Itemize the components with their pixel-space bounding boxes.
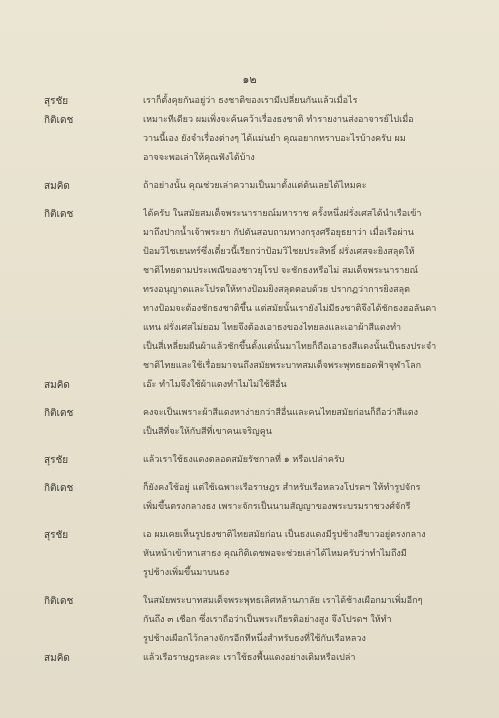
dialogue-entry [0,404,499,442]
dialogue-entry [0,111,499,168]
dialogue-entry [0,177,499,196]
dialogue-entry [0,592,499,649]
speech-text [143,451,465,470]
speech-line: เหมาะทีเดียว ผมเพิ่งจะค้นคว้าเรื่องธงชาติ ทำรายงานส่งอาจารย์ไปเมื่อ [143,115,414,125]
speech-text [143,92,465,111]
speech-text [143,111,465,168]
page-number: ๑๒ [242,73,257,86]
dialogue-entry [0,526,499,583]
speaker-name: สมคิด [44,380,70,391]
dialogue-entry [0,451,499,470]
speech-line: ชาติไทยและใช้เรื่อยมาจนถึงสมัยพระบาทสมเด็จพระพุทธยอดฟ้าจุฬาโลก [143,361,422,371]
speech-line: เอ๊ะ ทำไมจึงใช้ผ้าแดงทำไมไม่ใช้สีอื่น [143,380,287,390]
speech-line: รูปช้างเพิ่มขึ้นมาบนธง [143,568,230,578]
speaker-name: สมคิด [44,181,70,192]
speech-line: ทางป้อมจะต้องชักธงชาติขึ้น แต่สมัยนั้นเรายังไม่มีธงชาติจึงได้ชักธงฮอลันดา [143,304,437,314]
speaker-name: สุรชัย [44,530,69,541]
speech-line: รูปช้างเผือกไว้กลางจักรอีกทีหนึ่งสำหรับธงที่ใช้กับเรือหลวง [143,634,366,644]
speech-line: เป็นสีที่จะให้กับสีที่เขาคนเจริญคูน [143,427,272,437]
dialogue-entry [0,92,499,111]
speaker-name: กิติเดช [44,408,74,419]
speech-line: เอ ผมเคยเห็นรูปธงชาติไทยสมัยก่อน เป็นธงแดงมีรูปช้างสีขาวอยู่ตรงกลาง [143,530,426,540]
speech-text [143,526,465,583]
speech-line: แทน ฝรั่งเศสไม่ยอม ไทยจึงต้องเอาธงของไทยลงและเอาผ้าสีแดงทำ [143,323,402,333]
speech-line: ในสมัยพระบาทสมเด็จพระพุทธเลิศหล้านภาลัย เราได้ช้างเผือกมาเพิ่มอีกๆ [143,596,423,606]
speech-line: แล้วเราใช้ธงแดงตลอดสมัยรัชกาลที่ ๑ หรือเปล่าครับ [143,455,345,465]
speaker-name: กิติเดช [44,596,74,607]
speech-line: ป้อมวิไชเยนทร์ซึ่งเดี๋ยวนี้เรียกว่าป้อมวิไชยประสิทธิ์ ฝรั่งเศสจะยิงสลุตให้ [143,247,415,257]
speaker-name: สุรชัย [44,96,69,107]
speaker-name: กิติเดช [44,483,74,494]
speech-line: คงจะเป็นเพราะผ้าสีแดงหาง่ายกว่าสีอื่นและคนไทยสมัยก่อนก็ถือว่าสีแดง [143,408,419,418]
speaker-name: กิติเดช [44,209,74,220]
speech-text [143,592,465,649]
speech-line: กันถึง ๓ เชือก ซึ่งเราถือว่าเป็นพระเกียรติอย่างสูง จึงโปรดฯ ให้ทำ [143,615,392,625]
speech-line: มาถึงปากน้ำเจ้าพระยา กัปตันสอบถามทางกรุงศรีอยุธยาว่า เมื่อเรือผ่าน [143,228,414,238]
speech-line: ทรงอนุญาตและโปรดให้ทางป้อมยิงสลุตตอบด้วย ปรากฏว่าการยิงสลุต [143,285,410,295]
speech-line: ก็ยังคงใช้อยู่ แต่ใช้เฉพาะเรือราษฎร สำหรับเรือหลวงโปรดฯ ให้ทำรูปจักร [143,483,421,493]
dialogue-entry [0,376,499,395]
speech-line: เป็นสี่เหลี่ยมผืนผ้าแล้วชักขึ้นตั้งแต่นั้นมาไทยก็ถือเอาธงสีแดงนั้นเป็นธงประจำ [143,342,437,352]
speech-text [143,479,465,517]
speaker-name: สุรชัย [44,455,69,466]
speech-line: ชาติไทยตามประเพณีของชาวยุโรป จะชักธงหรือไม่ สมเด็จพระนารายณ์ [143,266,418,276]
speaker-name: กิติเดช [44,115,74,126]
speech-text [143,376,465,395]
dialogue-body [0,92,499,668]
speech-line: หันหน้าเข้าหาเสาธง คุณกิติเดชพอจะช่วยเล่าได้ไหมครับว่าทำไมถึงมี [143,549,407,559]
dialogue-entry [0,205,499,376]
speech-text [143,649,465,668]
speech-line: เพิ่มขึ้นตรงกลางธง เพราะจักรเป็นนามสัญญาของพระบรมราชวงศ์จักรี [143,502,411,512]
speech-text [143,404,465,442]
speech-line: อาจจะพอเล่าให้คุณฟังได้บ้าง [143,153,255,163]
dialogue-entry [0,479,499,517]
speech-text [143,205,465,376]
speech-line: เราก็ตั้งคุยกันอยู่ว่า ธงชาติของเรามีเปลี่ยนกันแล้วเมื่อไร [143,96,358,106]
speech-line: ได้ครับ ในสมัยสมเด็จพระนารายณ์มหาราช ครั้งหนึ่งฝรั่งเศสได้นำเรือเข้า [143,209,422,219]
speech-line: แล้วเรือราษฎรละคะ เราใช้ธงพื้นแดงอย่างเดิมหรือเปล่า [143,653,356,663]
speaker-name: สมคิด [44,653,70,664]
speech-line: ถ้าอย่างนั้น คุณช่วยเล่าความเป็นมาตั้งแต่ต้นเลยได้ไหมคะ [143,181,367,191]
dialogue-entry [0,649,499,668]
speech-line: วานนี้เอง ยังจำเรื่องต่างๆ ได้แม่นยำ คุณอยากทราบอะไรบ้างครับ ผม [143,134,406,144]
speech-text [143,177,465,196]
